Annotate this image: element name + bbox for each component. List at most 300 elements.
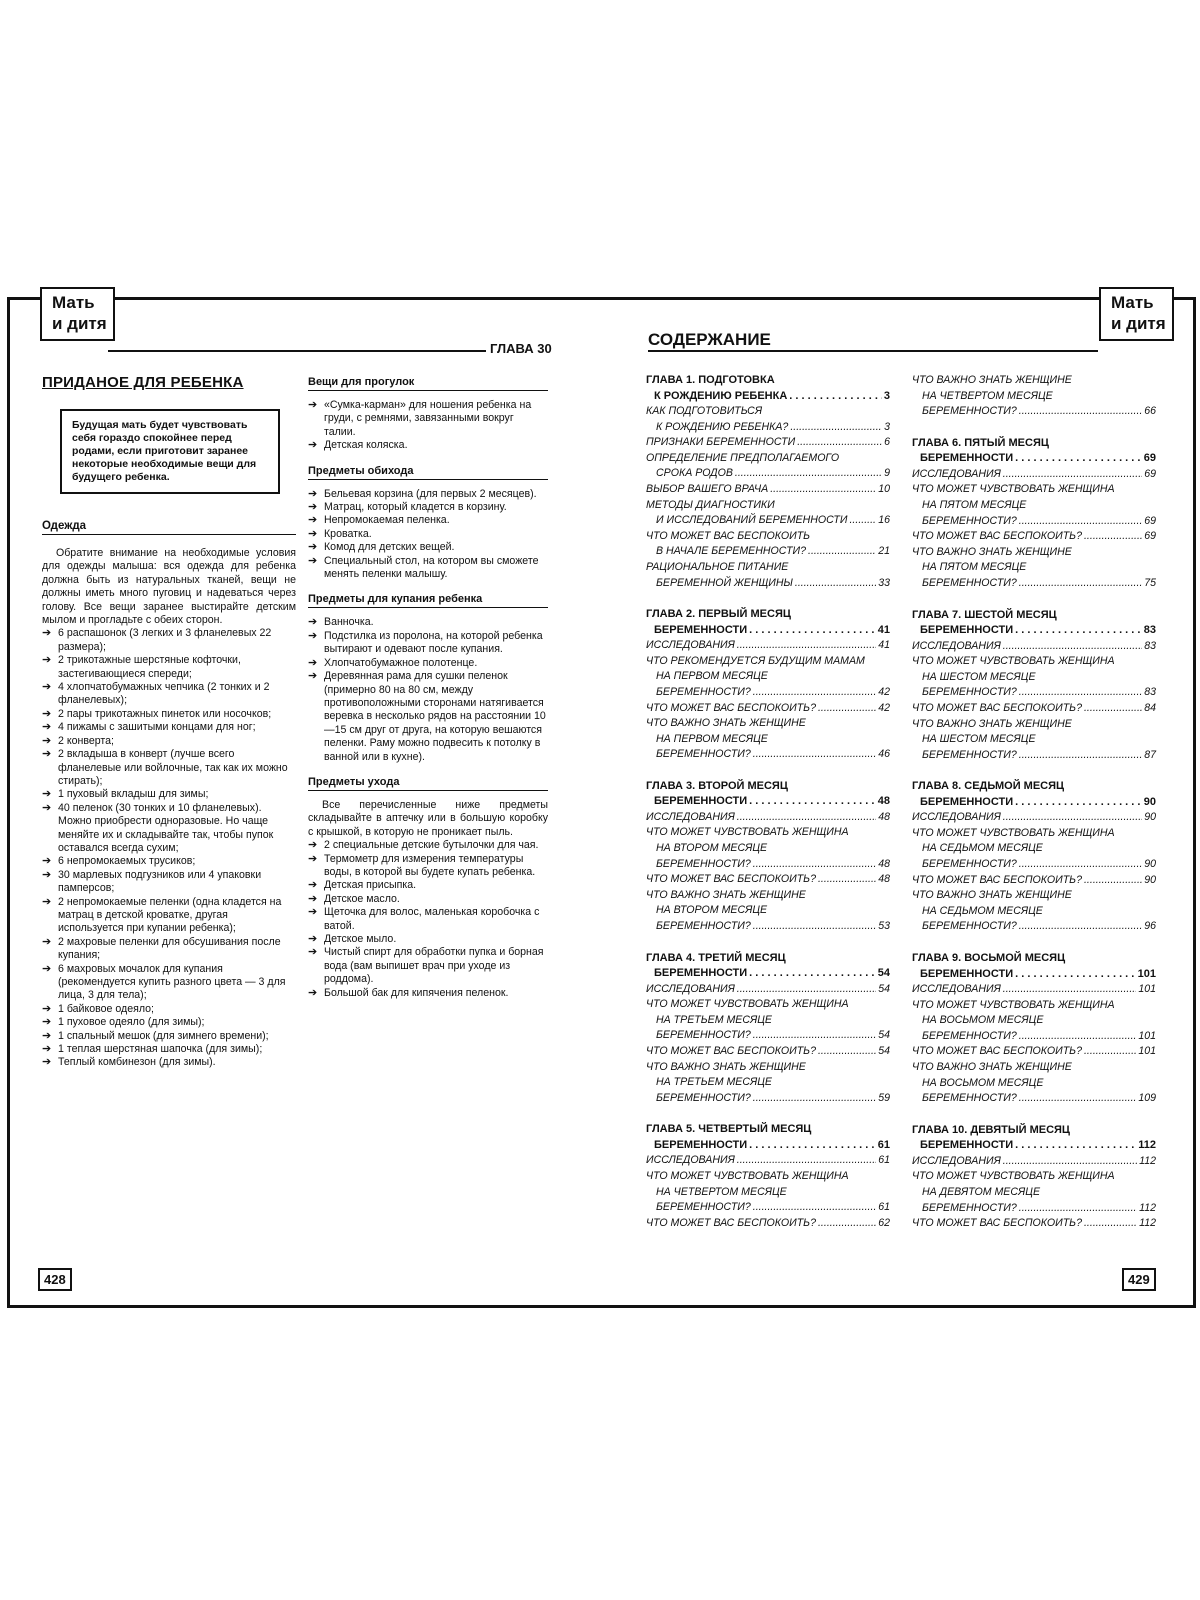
toc-line-text: ЧТО ВАЖНО ЗНАТЬ ЖЕНЩИНЕ	[912, 889, 1072, 902]
toc-line	[912, 576, 1156, 592]
toc-entry-line	[646, 404, 890, 420]
arrow-bullet-icon: ➔	[42, 935, 52, 948]
list-item	[42, 1030, 296, 1043]
toc-line-text: ЧТО МОЖЕТ ВАС БЕСПОКОИТЬ?	[912, 530, 1082, 543]
toc-page-number: 53	[878, 920, 890, 933]
list-item	[308, 541, 548, 554]
logo-line-1: Мать	[52, 293, 95, 312]
toc-leader-dots	[849, 513, 876, 529]
toc-page-number: 87	[1144, 748, 1156, 761]
list-item	[308, 893, 548, 906]
list-item	[42, 869, 296, 896]
toc-line-text: ЧТО МОЖЕТ ЧУВСТВОВАТЬ ЖЕНЩИНА	[912, 998, 1115, 1011]
toc-chapter-title	[912, 608, 1156, 624]
toc-line-text: ЧТО ВАЖНО ЗНАТЬ ЖЕНЩИНЕ	[646, 1060, 806, 1073]
toc-page-number: 69	[1143, 452, 1156, 465]
list-item	[308, 839, 548, 852]
toc-line-text: НА ПЯТОМ МЕСЯЦЕ	[922, 498, 1027, 511]
toc-leader-dots	[1019, 748, 1142, 764]
list-item-text: Щеточка для волос, маленькая коробочка с ватой.	[324, 906, 540, 932]
arrow-bullet-icon: ➔	[42, 788, 52, 801]
clothing-heading: Одежда	[42, 520, 296, 535]
right-column	[308, 376, 548, 1000]
toc-line	[912, 467, 1156, 483]
toc-entry-line	[912, 1013, 1156, 1029]
toc-page-number: 101	[1138, 983, 1156, 996]
toc-chapter	[912, 1123, 1156, 1232]
clothing-intro: Обратите внимание на необходимые условия для одежды малыша: вся одежда для ребенка должна быть из натуральных тканей, вещи не должны иметь много пуговиц и надеваться через голову. Все вещи заранее выстирайте детским мылом и прогладьте с обеих сторон.	[42, 547, 296, 627]
list-item-text: Бельевая корзина (для первых 2 месяцев).	[324, 487, 537, 500]
arrow-bullet-icon: ➔	[308, 879, 318, 892]
toc-leader-dots	[789, 389, 882, 405]
toc-leader-dots	[1084, 1044, 1136, 1060]
list-item	[42, 1056, 296, 1069]
toc-rule	[648, 350, 1098, 352]
list-item	[42, 708, 296, 721]
toc-leader-dots	[753, 1200, 876, 1216]
clothing-list	[42, 627, 296, 1069]
toc-line-text: НА ТРЕТЬЕМ МЕСЯЦЕ	[656, 1013, 772, 1026]
toc-line-text: НА ЧЕТВЕРТОМ МЕСЯЦЕ	[922, 389, 1053, 402]
arrow-bullet-icon: ➔	[308, 946, 318, 959]
arrow-bullet-icon: ➔	[42, 707, 52, 720]
toc-line	[912, 857, 1156, 873]
toc-line-text: ЧТО ВАЖНО ЗНАТЬ ЖЕНЩИНЕ	[646, 888, 806, 901]
toc-line-text: ГЛАВА 7. ШЕСТОЙ МЕСЯЦ	[912, 608, 1057, 621]
toc-line	[912, 1091, 1156, 1107]
toc-page-number: 90	[1144, 858, 1156, 871]
toc-line	[646, 420, 890, 436]
toc-page-number: 42	[878, 701, 890, 714]
bathing-heading: Предметы для купания ребенка	[308, 593, 548, 608]
toc-leader-dots	[753, 919, 876, 935]
toc-entry-line	[912, 1060, 1156, 1076]
toc-page-number: 9	[884, 467, 890, 480]
list-item	[42, 802, 296, 856]
toc-line-text: ЧТО МОЖЕТ ВАС БЕСПОКОИТЬ?	[912, 701, 1082, 714]
toc-leader-dots	[1019, 576, 1142, 592]
toc-line-text: ЧТО ВАЖНО ЗНАТЬ ЖЕНЩИНЕ	[912, 717, 1072, 730]
toc-entry-line	[646, 529, 890, 545]
toc-page-number: 109	[1138, 1092, 1156, 1105]
arrow-bullet-icon: ➔	[42, 962, 52, 975]
arrow-bullet-icon: ➔	[308, 527, 318, 540]
list-item	[42, 721, 296, 734]
list-item-text: 2 вкладыша в конверт (лучше всего фланелевые или войлочные, так как их можно стирать);	[58, 748, 288, 787]
list-item	[308, 528, 548, 541]
toc-chapter	[646, 1122, 890, 1231]
toc-line-text: ГЛАВА 9. ВОСЬМОЙ МЕСЯЦ	[912, 952, 1066, 965]
toc-entry-line	[912, 732, 1156, 748]
toc-line-text: БЕРЕМЕННОСТИ?	[656, 1091, 751, 1104]
toc-line-text: БЕРЕМЕННОСТИ?	[922, 514, 1017, 527]
list-item	[308, 399, 548, 439]
toc-line-text: МЕТОДЫ ДИАГНОСТИКИ	[646, 498, 775, 511]
list-item	[42, 654, 296, 681]
toc-page-number: 69	[1144, 514, 1156, 527]
toc-line	[646, 1153, 890, 1169]
toc-leader-dots	[1084, 529, 1142, 545]
toc-entry-line	[646, 841, 890, 857]
toc-entry-line	[912, 841, 1156, 857]
toc-line-text: ЧТО ВАЖНО ЗНАТЬ ЖЕНЩИНЕ	[912, 1061, 1072, 1073]
toc-leader-dots	[749, 623, 876, 639]
toc-line-text: НА ШЕСТОМ МЕСЯЦЕ	[922, 733, 1036, 746]
list-item-text: Непромокаемая пеленка.	[324, 514, 450, 527]
toc-leader-dots	[1015, 451, 1142, 467]
list-item	[308, 616, 548, 629]
toc-entry-line	[912, 498, 1156, 514]
toc-leader-dots	[1003, 1154, 1137, 1170]
toc-line-text: ГЛАВА 8. СЕДЬМОЙ МЕСЯЦ	[912, 780, 1065, 793]
toc-page-number: 112	[1139, 1201, 1156, 1214]
toc-line-text: НА ВОСЬМОМ МЕСЯЦЕ	[922, 1076, 1044, 1089]
list-item-text: 2 конверта;	[58, 734, 114, 747]
toc-leader-dots	[808, 544, 876, 560]
arrow-bullet-icon: ➔	[42, 1043, 52, 1056]
toc-line	[646, 482, 890, 498]
toc-line-text: ГЛАВА 10. ДЕВЯТЫЙ МЕСЯЦ	[912, 1123, 1070, 1136]
toc-leader-dots	[1084, 1216, 1137, 1232]
toc-entry-line	[646, 1060, 890, 1076]
toc-page-number: 83	[1144, 639, 1156, 652]
arrow-bullet-icon: ➔	[308, 514, 318, 527]
toc-entry-line	[912, 373, 1156, 389]
list-item	[42, 627, 296, 654]
toc-line	[912, 701, 1156, 717]
toc-line-text: ИССЛЕДОВАНИЯ	[912, 1154, 1001, 1167]
toc-page-number: 61	[878, 1201, 890, 1214]
toc-line-text: БЕРЕМЕННОСТИ	[920, 967, 1014, 980]
toc-line-text: ГЛАВА 3. ВТОРОЙ МЕСЯЦ	[646, 779, 788, 792]
toc-line-text: БЕРЕМЕННОСТИ	[920, 795, 1014, 808]
toc-line-text: ИССЛЕДОВАНИЯ	[912, 639, 1001, 652]
list-item-text: Теплый комбинезон (для зимы).	[58, 1056, 216, 1069]
toc-chapter	[646, 951, 890, 1107]
toc-chapter	[912, 608, 1156, 764]
toc-leader-dots	[818, 701, 876, 717]
toc-line-text: ГЛАВА 5. ЧЕТВЕРТЫЙ МЕСЯЦ	[646, 1123, 812, 1136]
page-number-left: 428	[38, 1268, 72, 1291]
toc-page-number: 46	[878, 748, 890, 761]
list-item	[308, 439, 548, 452]
toc-line	[912, 810, 1156, 826]
toc-line	[912, 1216, 1156, 1232]
toc-chapter	[912, 779, 1156, 935]
list-item-text: Подстилка из поролона, на которой ребенка вытирают и одевают после купания.	[324, 629, 543, 656]
toc-leader-dots	[1019, 919, 1142, 935]
toc-entry-line	[912, 545, 1156, 561]
toc-page-number: 48	[878, 857, 890, 870]
toc-line-text: ЧТО МОЖЕТ ЧУВСТВОВАТЬ ЖЕНЩИНА	[912, 655, 1115, 668]
toc-line-text: НА ЧЕТВЕРТОМ МЕСЯЦЕ	[656, 1185, 787, 1198]
toc-entry-line	[912, 482, 1156, 498]
toc-line-text: ЧТО МОЖЕТ ВАС БЕСПОКОИТЬ?	[912, 1217, 1082, 1230]
toc-line	[646, 435, 890, 451]
list-item-text: Большой бак для кипячения пеленок.	[324, 986, 509, 999]
toc-entry-line	[646, 451, 890, 467]
toc-line-text: ЧТО МОЖЕТ ВАС БЕСПОКОИТЬ?	[646, 1045, 816, 1057]
toc-line-text: ЧТО МОЖЕТ ЧУВСТВОВАТЬ ЖЕНЩИНА	[646, 826, 849, 839]
toc-entry-line	[912, 1185, 1156, 1201]
toc-leader-dots	[749, 966, 876, 982]
toc-page-number: 84	[1144, 701, 1156, 714]
arrow-bullet-icon: ➔	[42, 1016, 52, 1029]
toc-line-text: ИССЛЕДОВАНИЯ	[646, 810, 735, 823]
toc-leader-dots	[1015, 967, 1135, 983]
toc-entry-line	[912, 1076, 1156, 1092]
toc-chapter-title	[646, 373, 890, 389]
arrow-bullet-icon: ➔	[42, 868, 52, 881]
toc-leader-dots	[737, 638, 876, 654]
toc-page-number: 83	[1144, 686, 1156, 699]
page-title: ПРИДАНОЕ ДЛЯ РЕБЕНКА	[42, 374, 244, 391]
toc-line-text: ЧТО МОЖЕТ ВАС БЕСПОКОИТЬ?	[912, 873, 1082, 886]
toc-line	[912, 1154, 1156, 1170]
toc-line	[912, 1044, 1156, 1060]
toc-leader-dots	[1015, 795, 1142, 811]
toc-entry-line	[646, 903, 890, 919]
toc-leader-dots	[1019, 1029, 1137, 1045]
toc-line	[646, 544, 890, 560]
toc-leader-dots	[770, 482, 876, 498]
list-item-text: Детское мыло.	[324, 933, 397, 945]
toc-line	[646, 1091, 890, 1107]
toc-line-text: НА СЕДЬМОМ МЕСЯЦЕ	[922, 842, 1043, 855]
toc-entry-line	[646, 1075, 890, 1091]
list-item-text: 2 непромокаемые пеленки (одна кладется на матрац в детской кроватке, другая используется при купании ребенка);	[58, 895, 282, 935]
toc-line	[912, 1201, 1156, 1217]
toc-page-number: 54	[877, 967, 890, 980]
toc-line-text: ЧТО ВАЖНО ЗНАТЬ ЖЕНЩИНЕ	[912, 374, 1072, 386]
list-item	[308, 630, 548, 657]
toc-leader-dots	[818, 1044, 876, 1060]
toc-line-text: ЧТО МОЖЕТ ВАС БЕСПОКОИТЬ?	[646, 873, 816, 886]
toc-entry-line	[646, 732, 890, 748]
toc-line	[646, 701, 890, 717]
list-item-text: Детская коляска.	[324, 439, 408, 452]
toc-page-number: 69	[1144, 530, 1156, 543]
logo-line-2: и дитя	[1111, 314, 1166, 333]
list-item-text: 4 пижамы с зашитыми концами для ног;	[58, 721, 256, 734]
toc-line	[646, 810, 890, 826]
list-item-text: 40 пеленок (30 тонких и 10 фланелевых). Можно приобрести одноразовые. Но чаще меняйте их и складывайте так, чтобы пупок оставался всегда сухим;	[58, 801, 274, 854]
toc-line-text: ИССЛЕДОВАНИЯ	[646, 1154, 735, 1167]
toc-leader-dots	[1003, 810, 1142, 826]
toc-line-text: ЧТО МОЖЕТ ЧУВСТВОВАТЬ ЖЕНЩИНА	[912, 826, 1115, 839]
list-item-text: 30 марлевых подгузников или 4 упаковки памперсов;	[58, 868, 262, 895]
toc-entry-line	[912, 717, 1156, 733]
arrow-bullet-icon: ➔	[42, 1056, 52, 1069]
toc-leader-dots	[1084, 873, 1142, 889]
toc-chapter-title	[646, 779, 890, 795]
toc-line	[912, 404, 1156, 420]
toc-line-text: НА ПЯТОМ МЕСЯЦЕ	[922, 561, 1027, 574]
walks-heading: Вещи для прогулок	[308, 376, 548, 391]
toc-line-text: БЕРЕМЕННОСТИ?	[922, 405, 1017, 418]
toc-line-text: БЕРЕМЕННОСТИ	[654, 967, 748, 980]
toc-leader-dots	[1003, 639, 1142, 655]
toc-line	[912, 982, 1156, 998]
toc-column-1	[646, 373, 890, 1247]
toc-page-number: 16	[878, 514, 890, 527]
toc-line	[912, 623, 1156, 639]
toc-line-text: ГЛАВА 4. ТРЕТИЙ МЕСЯЦ	[646, 951, 786, 964]
list-item	[308, 933, 548, 946]
toc-line-text: БЕРЕМЕННОСТИ	[654, 623, 748, 636]
list-item-text: Хлопчатобумажное полотенце.	[324, 656, 478, 669]
toc-leader-dots	[1019, 514, 1142, 530]
toc-line	[646, 623, 890, 639]
arrow-bullet-icon: ➔	[42, 681, 52, 694]
toc-line	[646, 576, 890, 592]
list-item-text: 1 пуховый вкладыш для зимы;	[58, 788, 209, 801]
toc-entry-line	[646, 1013, 890, 1029]
list-item-text: Специальный стол, на котором вы сможете менять пеленки малышу.	[324, 554, 539, 581]
list-item-text: 6 распашонок (3 легких и 3 фланелевых 22 размера);	[58, 627, 272, 653]
list-item	[42, 855, 296, 868]
toc-leader-dots	[749, 794, 876, 810]
toc-line	[646, 966, 890, 982]
list-item	[42, 748, 296, 788]
list-item-text: 6 махровых мочалок для купания (рекомендуется купить разного цвета — 3 для лица, 3 для тела);	[58, 962, 286, 1002]
toc-line	[646, 638, 890, 654]
toc-line	[912, 529, 1156, 545]
toc-leader-dots	[749, 1138, 876, 1154]
toc-line-text: ПРИЗНАКИ БЕРЕМЕННОСТИ	[646, 436, 796, 449]
toc-line-text: БЕРЕМЕННОСТИ?	[656, 1201, 751, 1214]
toc-page-number: 90	[1144, 873, 1156, 886]
toc-line-text: В НАЧАЛЕ БЕРЕМЕННОСТИ?	[656, 545, 807, 558]
toc-line	[912, 748, 1156, 764]
list-item-text: 2 пары трикотажных пинеток или носочков;	[58, 707, 272, 720]
toc-line-text: ЧТО МОЖЕТ ЧУВСТВОВАТЬ ЖЕНЩИНА	[646, 1169, 849, 1182]
toc-line-text: ИССЛЕДОВАНИЯ	[646, 982, 735, 995]
list-item-text: Деревянная рама для сушки пеленок (примерно 80 на 80 см, между противоположными сторонами натягивается веревка в несколько рядов на расстоянии 10—15 см друг от друга, на которую вешаются пеленки. Раму можно подвесить к потолку в ванной или в кухне).	[324, 670, 546, 763]
list-item-text: Матрац, который кладется в корзину.	[324, 501, 507, 514]
toc-line-text: БЕРЕМЕННОСТИ?	[922, 1029, 1017, 1042]
arrow-bullet-icon: ➔	[42, 721, 52, 734]
list-item	[308, 946, 548, 986]
list-item-text: Кроватка.	[324, 527, 372, 540]
toc-entry-line	[912, 826, 1156, 842]
list-item-text: Чистый спирт для обработки пупка и борная вода (вам выпишет врач при уходе из роддома).	[324, 946, 544, 986]
toc-line-text: РАЦИОНАЛЬНОЕ ПИТАНИЕ	[646, 560, 789, 573]
toc-entry-line	[646, 716, 890, 732]
toc-line-text: ЧТО ВАЖНО ЗНАТЬ ЖЕНЩИНЕ	[912, 545, 1072, 558]
toc-page-number: 3	[884, 420, 890, 433]
toc-leader-dots	[1015, 623, 1142, 639]
toc-leader-dots	[737, 810, 876, 826]
toc-line	[646, 389, 890, 405]
toc-line-text: БЕРЕМЕННОСТИ?	[656, 685, 751, 698]
toc-line	[646, 513, 890, 529]
arrow-bullet-icon: ➔	[42, 748, 52, 761]
toc-chapter	[912, 373, 1156, 420]
toc-leader-dots	[1084, 701, 1142, 717]
left-logo	[40, 287, 115, 341]
toc-page-number: 69	[1144, 467, 1156, 480]
toc-line-text: БЕРЕМЕННОСТИ?	[922, 576, 1017, 589]
toc-line	[646, 1044, 890, 1060]
list-item-text: 2 махровые пеленки для обсушивания после купания;	[58, 935, 281, 962]
arrow-bullet-icon: ➔	[308, 986, 318, 999]
toc-page-number: 33	[878, 576, 890, 589]
list-item	[308, 488, 548, 501]
toc-line-text: БЕРЕМЕННОСТИ?	[922, 686, 1017, 699]
list-item	[42, 1043, 296, 1056]
toc-entry-line	[912, 1169, 1156, 1185]
toc-leader-dots	[753, 857, 876, 873]
toc-line	[912, 919, 1156, 935]
toc-line-text: БЕРЕМЕННОСТИ?	[922, 1092, 1017, 1105]
list-item-text: 1 пуховое одеяло (для зимы);	[58, 1016, 205, 1029]
list-item-text: 1 спальный мешок (для зимнего времени);	[58, 1029, 269, 1042]
toc-line	[646, 1138, 890, 1154]
list-item	[308, 906, 548, 933]
household-list	[308, 488, 548, 582]
list-item	[42, 1016, 296, 1029]
arrow-bullet-icon: ➔	[308, 629, 318, 642]
toc-page-number: 66	[1144, 405, 1156, 418]
toc-leader-dots	[1015, 1138, 1136, 1154]
toc-leader-dots	[1003, 982, 1137, 998]
toc-line-text: ГЛАВА 6. ПЯТЫЙ МЕСЯЦ	[912, 436, 1049, 449]
intro-callout: Будущая мать будет чувствовать себя гораздо спокойнее перед родами, если приготовит заранее некоторые необходимые вещи для будущего ребенка.	[60, 409, 280, 494]
toc-page-number: 54	[878, 982, 890, 995]
toc-page-number: 41	[878, 639, 890, 652]
toc-line-text: ЧТО МОЖЕТ ВАС БЕСПОКОИТЬ?	[912, 1045, 1082, 1058]
toc-line-text: ЧТО МОЖЕТ ЧУВСТВОВАТЬ ЖЕНЩИНА	[912, 1170, 1115, 1183]
toc-line-text: НА ШЕСТОМ МЕСЯЦЕ	[922, 670, 1036, 683]
arrow-bullet-icon: ➔	[42, 895, 52, 908]
toc-line	[912, 514, 1156, 530]
toc-column-2	[912, 373, 1156, 1248]
toc-leader-dots	[818, 1216, 876, 1232]
toc-line-text: БЕРЕМЕННОСТИ	[654, 1138, 748, 1151]
toc-line-text: НА ПЕРВОМ МЕСЯЦЕ	[656, 670, 768, 683]
toc-title: СОДЕРЖАНИЕ	[648, 330, 771, 349]
toc-line	[912, 1138, 1156, 1154]
toc-line	[912, 451, 1156, 467]
toc-chapter-title	[912, 951, 1156, 967]
toc-line	[646, 1200, 890, 1216]
toc-line	[646, 1028, 890, 1044]
toc-line	[646, 466, 890, 482]
toc-entry-line	[912, 389, 1156, 405]
toc-line-text: НА СЕДЬМОМ МЕСЯЦЕ	[922, 904, 1043, 917]
toc-chapter	[646, 607, 890, 763]
toc-line-text: НА ВТОРОМ МЕСЯЦЕ	[656, 842, 768, 855]
toc-page-number: 90	[1144, 811, 1156, 824]
toc-line-text: НА ДЕВЯТОМ МЕСЯЦЕ	[922, 1185, 1041, 1198]
list-item-text: 6 непромокаемых трусиков;	[58, 855, 196, 868]
toc-line-text: НА ВОСЬМОМ МЕСЯЦЕ	[922, 1014, 1044, 1027]
household-heading: Предметы обихода	[308, 465, 548, 480]
toc-line-text: БЕРЕМЕННОСТИ	[920, 1139, 1014, 1152]
toc-line-text: И ИССЛЕДОВАНИЙ БЕРЕМЕННОСТИ	[656, 514, 848, 527]
toc-leader-dots	[753, 747, 876, 763]
toc-line-text: ГЛАВА 2. ПЕРВЫЙ МЕСЯЦ	[646, 608, 791, 621]
toc-line	[646, 919, 890, 935]
toc-page-number: 112	[1139, 1154, 1156, 1167]
list-item-text: 1 теплая шерстяная шапочка (для зимы);	[58, 1043, 263, 1056]
chapter-rule	[108, 350, 488, 352]
toc-page-number: 54	[878, 1029, 890, 1042]
list-item	[42, 681, 296, 708]
toc-entry-line	[646, 1185, 890, 1201]
toc-leader-dots	[1003, 467, 1142, 483]
